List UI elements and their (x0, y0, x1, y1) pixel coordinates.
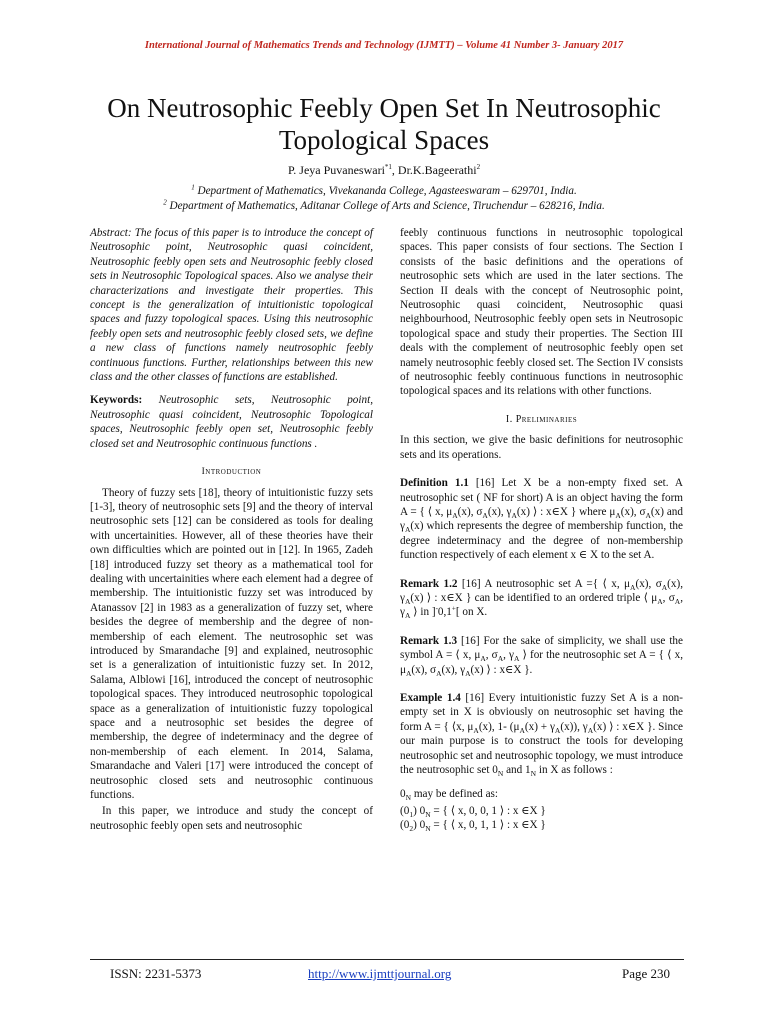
keywords-text: Neutrosophic sets, Neutrosophic point, Neutrosophic quasi coincident, Neutrosophic Topological spaces, Neutrosophic feebly open set, Neutrosophic feebly closed set and Neutrosophic continuous functions . (90, 394, 373, 450)
footer-issn: ISSN: 2231-5373 (110, 966, 202, 981)
authors-line (0, 163, 768, 178)
author-1: P. Jeya Puvaneswari (287, 163, 385, 177)
affiliation-2: $^2$ Department of Mathematics, Aditanar College of Arts and Science, Tiruchendur – 628216, India. (163, 198, 605, 212)
keywords (90, 393, 373, 451)
right-column (400, 226, 683, 833)
author-1-sup: *1 (384, 163, 392, 171)
affiliation-1: $^1$ Department of Mathematics, Vivekananda College, Agasteeswaram – 629701, India. (191, 183, 577, 197)
author-2: Dr.K.Bageerathi (397, 163, 477, 177)
affiliations (0, 184, 768, 214)
remark-1-2: Remark 1.2 [16] A neutrosophic set A ={ ⟨ x, $\mu_A(x)$, $\sigma_A(x)$, $\gamma_A(x)$ ⟩ : x∈X } can be identified to an ordered triple ⟨ $\mu_A$, $\sigma_A$, $\gamma_A$ ⟩ in ]-0,1+[ on X. (400, 577, 684, 621)
intro-paragraph-1: Theory of fuzzy sets [18], theory of intuitionistic fuzzy sets [1-3], theory of neutrosophic sets [9] and the theory of interval neutrosophic sets [12] can be considered as tools for dealing with uncertainities. However, all of these theories have their own difficulties which are pointed out in [12]. In 1965, Zadeh [18] introduced fuzzy set theory as a mathematical tool for dealing with uncertainities where each element had a degree of membership. The intuitionistic fuzzy set was introduced by Atanassov [2] in 1983 as a generalization of fuzzy set, where besides the degree of membership and the degree of non-membership of each element. The neutrosophic set was introduced by Smarandache [9] and explained, neutrosophic set is a generalization of intuitionistic fuzzy set. In 2012, Salama, Alblowi [16], introduced the concept of neutrosophic topological spaces. They introduced neutrosophic topological space as a generalization of intuitionistic fuzzy topological space and a neutrosophic set besides the degree of membership, the degree of indeterminacy and the degree of non-membership of each element. In 2014, Salama, Smarandache and Valeri [17] were introduced the concept of neutrosophic closed sets and neutrosophic continuous functions. (90, 486, 373, 802)
keywords-label: Keywords: (90, 394, 143, 407)
author-separator: , (391, 163, 398, 177)
example-1-4-label: Example 1.4 (400, 691, 461, 704)
introduction-heading: Introduction (201, 467, 262, 478)
remark-1-3-label: Remark 1.3 (400, 634, 458, 647)
zero-n-option-2: $(0_2) 0_N$ = { ⟨ x, 0, 1, 1 ⟩ : x ∈X } (400, 819, 546, 834)
preliminaries-heading: I. Preliminaries (505, 413, 578, 425)
zero-n-option-1: $(0_1) 0_N$ = { ⟨ x, 0, 0, 1 ⟩ : x ∈X } (400, 804, 546, 820)
intro-paragraph-2: In this paper, we introduce and study the concept of neutrosophic feebly open sets and neutrosophic (90, 805, 373, 832)
preliminaries-paragraph: In this section, we give the basic definitions for neutrosophic sets and its operations. (400, 434, 683, 461)
example-1-4: Example 1.4 [16] Every intuitionistic fuzzy Set A is a non-empty set in X is obviously on neutrosophic set having the form A = { ⟨x, $\mu_A(x)$, 1- $(\mu_A(x) + \gamma_A(x))$, $\gamma_A(x)$ ⟩ : x∈X }. Since our main purpose is to construct the tools for developing neutrosophic set and neutrosophic topology, we must introduce the neutrosophic set $0_N$ and $1_N$ in X as follows : (400, 691, 684, 779)
remark-1-3: Remark 1.3 [16] For the sake of simplicity, we shall use the symbol A = ⟨ x, $\mu_A$, $\sigma_A$, $\gamma_A$ ⟩ for the neutrosophic set A = { ⟨ x, $\mu_A(x)$, $\sigma_A(x)$, $\gamma_A(x)$ ⟩ : x∈X }. (400, 634, 683, 678)
footer-journal-link[interactable]: http://www.ijmttjournal.org (308, 966, 452, 981)
author-2-sup: 2 (476, 163, 481, 171)
sections-paragraph: feebly continuous functions in neutrosophic topological spaces. This paper consists of four sections. The Section I consists of the basic definitions and the operations of neutrosophic sets which are used in the later sections. The Section II deals with the concept of Neutrosophic point, Neutrosophic quasi coincident, Neutrosophic quasi neighbourhood, Neutrosophic feebly open sets in Neutrosopic topological space and study their properties. The Section III deals with the complement of neutrosophic feebly open set namely neutrosophic feebly closed set. The Section IV consists of neutrosophic feebly continuous functions in neutrosophic topological spaces and its relations with other functions. (400, 227, 683, 398)
footer-page-number: Page 230 (621, 966, 670, 981)
remark-1-2-label: Remark 1.2 (400, 577, 458, 590)
zero-n-defined: $0_N$ may be defined as: (400, 788, 498, 803)
footer-divider (90, 959, 684, 960)
left-column (90, 226, 373, 842)
journal-header: International Journal of Mathematics Trends and Technology (IJMTT) – Volume 41 Number 3- January 2017 (144, 40, 624, 51)
abstract: Abstract: The focus of this paper is to introduce the concept of Neutrosophic point, Neutrosophic quasi coincident, Neutrosophic feebly open sets and Neutrosophic feebly closed sets in Neutrosophic Topological spaces. Also we analyse their characterizations and investigate their properties. This concept is the generalization of intuitionistic topological spaces and fuzzy topological spaces. Using this neutrosophic feebly open sets and neutrosophic feebly closed sets, we define a new class of functions namely neutrosophic feebly continuous functions. Further, relationships between this new class and the other classes of functions are established. (90, 227, 373, 384)
definition-1-1: Definition 1.1 [16] Let X be a non-empty fixed set. A neutrosophic set ( NF for short) A is an object having the form A = { ⟨ x, $\mu_A(x)$, $\sigma_A(x)$, $\gamma_A(x)$ ⟩ : x∈X } where $\mu_A(x)$, $\sigma_A(x)$ and $\gamma_A(x)$ which represents the degree of membership function, the degree indeterminacy and the degree of non-membership function respectively of each element x ∈ X to the set A. (400, 477, 684, 562)
definition-1-1-label: Definition 1.1 (400, 477, 469, 490)
paper-title: On Neutrosophic Feebly Open Set In Neutrosophic Topological Spaces (107, 93, 661, 155)
